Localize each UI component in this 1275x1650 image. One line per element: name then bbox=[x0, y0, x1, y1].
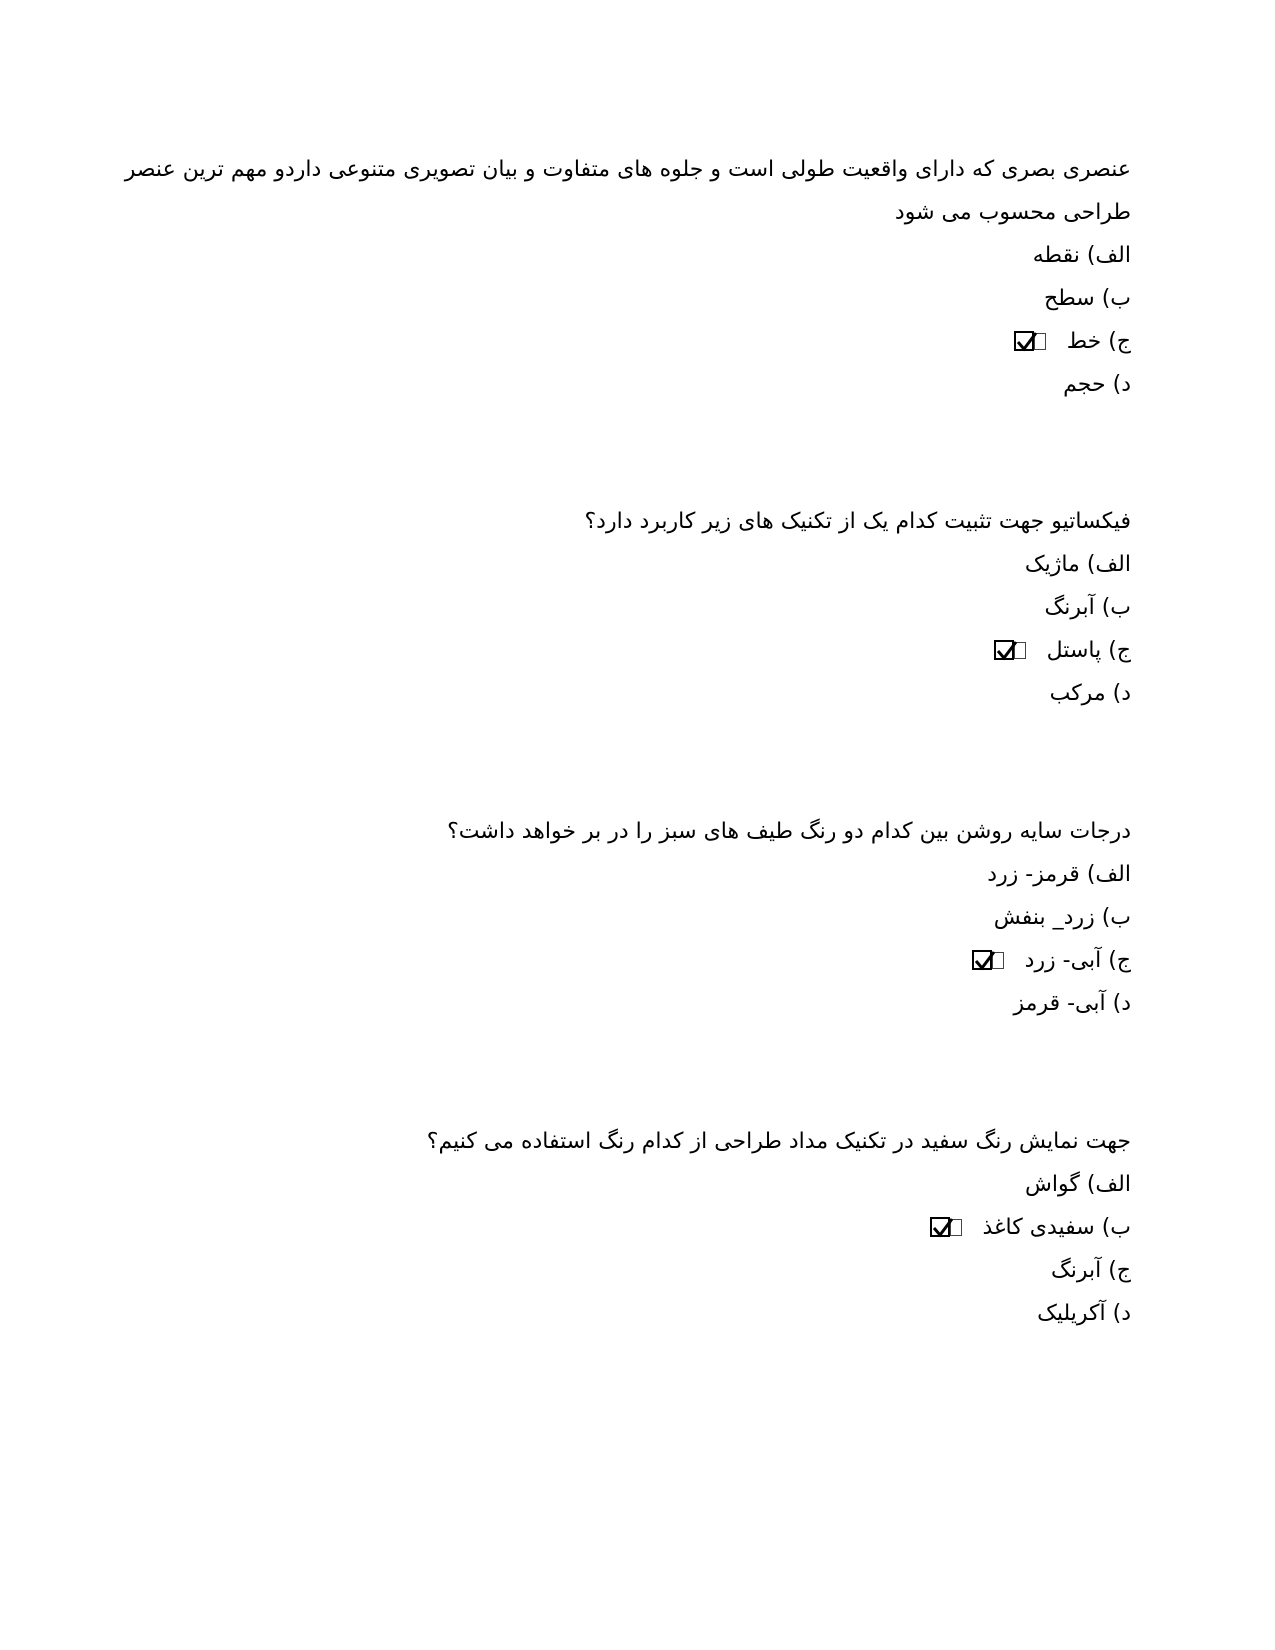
question-text: درجات سایه روشن بین کدام دو رنگ طیف های سبز را در بر خواهد داشت؟ bbox=[447, 819, 1131, 844]
option-letter: الف) bbox=[1086, 862, 1131, 887]
option-b bbox=[141, 277, 1131, 320]
option-letter: ب) bbox=[1101, 595, 1131, 620]
option-text: سفیدی کاغذ bbox=[982, 1215, 1095, 1240]
option-text: مرکب bbox=[1049, 681, 1106, 706]
option-text: آبی- زرد bbox=[1024, 948, 1102, 973]
answer-mark bbox=[1014, 321, 1052, 364]
option-text: ماژیک bbox=[1024, 552, 1080, 577]
option-c bbox=[141, 1249, 1131, 1292]
question-text: فیکساتیو جهت تثبیت کدام یک از تکنیک های زیر کاربرد دارد؟ bbox=[584, 509, 1131, 534]
checkbox-checked-icon bbox=[994, 640, 1014, 660]
option-text: حجم bbox=[1063, 372, 1106, 397]
option-letter: ج) bbox=[1108, 638, 1131, 663]
option-text: گواش bbox=[1025, 1172, 1080, 1197]
option-letter: ب) bbox=[1101, 1215, 1131, 1240]
question-2 bbox=[141, 500, 1131, 715]
option-a bbox=[141, 1163, 1131, 1206]
option-a bbox=[141, 853, 1131, 896]
option-text: سطح bbox=[1044, 286, 1095, 311]
checkbox-checked-icon bbox=[1014, 331, 1034, 351]
option-b bbox=[141, 1206, 1131, 1249]
option-letter: ج) bbox=[1108, 1258, 1131, 1283]
answer-mark bbox=[972, 940, 1010, 983]
option-a bbox=[141, 234, 1131, 277]
question-text: عنصری بصری که دارای واقعیت طولی است و جلوه های متفاوت و بیان تصویری متنوعی داردو مهم ترین عنصر bbox=[124, 157, 1131, 182]
option-d bbox=[141, 982, 1131, 1025]
checkbox-checked-icon bbox=[972, 950, 992, 970]
option-letter: الف) bbox=[1086, 243, 1131, 268]
question-text-continued: طراحی محسوب می شود bbox=[894, 200, 1131, 225]
option-text: پاستل bbox=[1046, 638, 1102, 663]
option-text: خط bbox=[1066, 329, 1102, 354]
option-a bbox=[141, 543, 1131, 586]
option-text: قرمز- زرد bbox=[987, 862, 1080, 887]
option-letter: ج) bbox=[1108, 329, 1131, 354]
question-3 bbox=[141, 810, 1131, 1025]
question-1 bbox=[124, 148, 1131, 406]
answer-mark bbox=[994, 630, 1032, 673]
option-letter: د) bbox=[1112, 1301, 1131, 1326]
option-b bbox=[141, 586, 1131, 629]
option-text: آبی- قرمز bbox=[1013, 991, 1106, 1016]
option-text: زرد_ بنفش bbox=[993, 905, 1095, 930]
option-text: نقطه bbox=[1032, 243, 1080, 268]
question-4 bbox=[141, 1120, 1131, 1335]
option-c bbox=[141, 629, 1131, 672]
option-d bbox=[141, 363, 1131, 406]
option-text: آکریلیک bbox=[1037, 1301, 1106, 1326]
question-text: جهت نمایش رنگ سفید در تکنیک مداد طراحی از کدام رنگ استفاده می کنیم؟ bbox=[426, 1129, 1131, 1154]
option-letter: د) bbox=[1112, 991, 1131, 1016]
option-letter: الف) bbox=[1086, 1172, 1131, 1197]
option-b bbox=[141, 896, 1131, 939]
option-text: آبرنگ bbox=[1044, 595, 1095, 620]
option-letter: ب) bbox=[1101, 286, 1131, 311]
option-c bbox=[141, 939, 1131, 982]
option-letter: د) bbox=[1112, 681, 1131, 706]
option-letter: الف) bbox=[1086, 552, 1131, 577]
option-letter: ب) bbox=[1101, 905, 1131, 930]
option-d bbox=[141, 672, 1131, 715]
option-d bbox=[141, 1292, 1131, 1335]
option-text: آبرنگ bbox=[1051, 1258, 1102, 1283]
option-c bbox=[141, 320, 1131, 363]
option-letter: د) bbox=[1112, 372, 1131, 397]
checkbox-checked-icon bbox=[930, 1217, 950, 1237]
answer-mark bbox=[930, 1207, 968, 1250]
option-letter: ج) bbox=[1108, 948, 1131, 973]
